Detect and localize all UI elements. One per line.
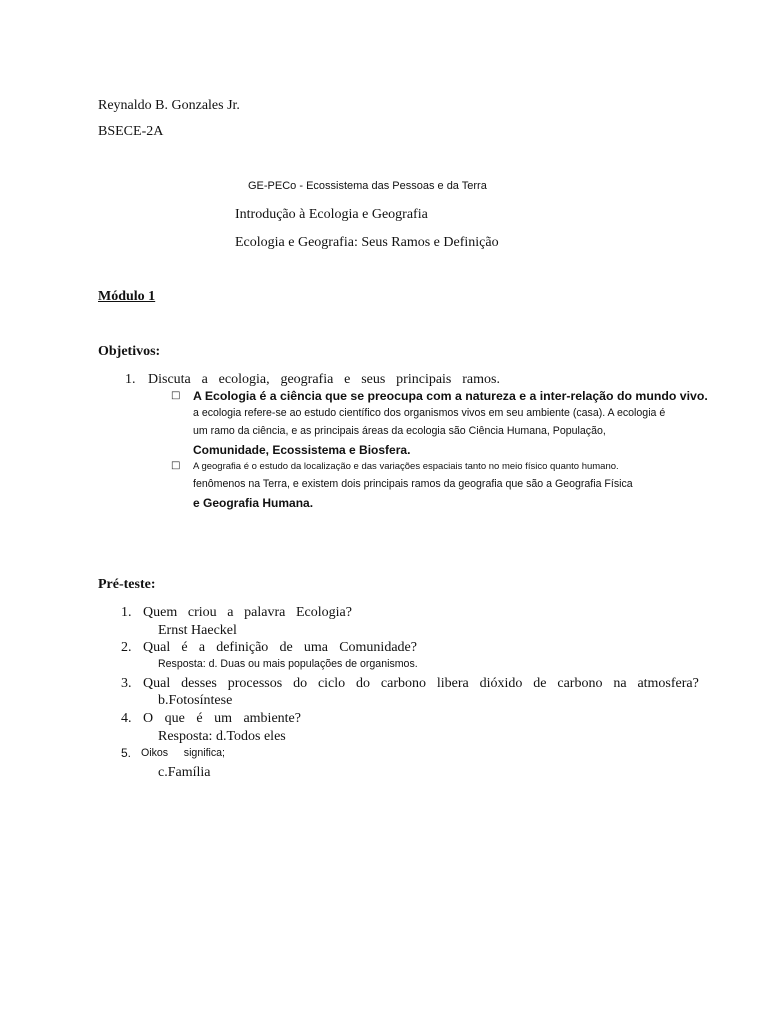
word: criou bbox=[187, 605, 217, 620]
question-text bbox=[141, 747, 225, 759]
word: Ecologia? bbox=[295, 605, 352, 620]
objectives-heading: Objetivos: bbox=[98, 344, 161, 359]
ecology-definition-line: um ramo da ciência, e as principais áreas da ecologia são Ciência Humana, População, bbox=[193, 425, 606, 437]
word: ecologia, bbox=[218, 372, 270, 387]
ecology-definition-line: a ecologia refere-se ao estudo científico dos organismos vivos em seu ambiente (casa). A ecologia é bbox=[193, 407, 666, 419]
geography-definition-line: fenômenos na Terra, e existem dois principais ramos da geografia que são a Geografia Física bbox=[193, 478, 633, 490]
word: que bbox=[164, 711, 185, 726]
question-answer: Ernst Haeckel bbox=[158, 623, 237, 638]
checkbox-bullet-icon: □ bbox=[171, 390, 181, 401]
word: geografia bbox=[280, 372, 334, 387]
objective-number: 1. bbox=[125, 372, 136, 387]
document-subtitle: Introdução à Ecologia e Geografia bbox=[235, 207, 428, 222]
word: principais bbox=[396, 372, 452, 387]
word: carbono bbox=[557, 676, 603, 691]
word: Oikos bbox=[141, 747, 169, 759]
word: Quem bbox=[143, 605, 178, 620]
word: é bbox=[196, 711, 203, 726]
word: Qual bbox=[143, 640, 171, 655]
objective-item bbox=[148, 372, 500, 388]
word: definição bbox=[216, 640, 269, 655]
word: do bbox=[356, 676, 371, 691]
question-number: 3. bbox=[121, 676, 132, 691]
question-number: 2. bbox=[121, 640, 132, 655]
student-name: Reynaldo B. Gonzales Jr. bbox=[98, 98, 240, 113]
course-title: GE-PECo - Ecossistema das Pessoas e da Terra bbox=[248, 180, 487, 192]
word: do bbox=[293, 676, 308, 691]
word: a bbox=[198, 640, 206, 655]
question-answer: c.Família bbox=[158, 765, 211, 780]
checkbox-bullet-icon: □ bbox=[171, 460, 181, 471]
word: ciclo bbox=[317, 676, 346, 691]
word: um bbox=[214, 711, 232, 726]
word: de bbox=[533, 676, 547, 691]
word: atmosfera? bbox=[637, 676, 699, 691]
question-text bbox=[143, 711, 301, 727]
question-text bbox=[143, 605, 352, 621]
word: O bbox=[143, 711, 154, 726]
ecology-definition-bold: Comunidade, Ecossistema e Biosfera. bbox=[193, 443, 411, 457]
question-text bbox=[143, 640, 417, 656]
word: é bbox=[181, 640, 188, 655]
question-number: 5. bbox=[121, 746, 132, 760]
question-text bbox=[143, 676, 699, 692]
word: a bbox=[201, 372, 208, 387]
word: a bbox=[227, 605, 234, 620]
word: processos bbox=[227, 676, 283, 691]
section-code: BSECE-2A bbox=[98, 124, 164, 139]
word: ramos. bbox=[462, 372, 500, 387]
question-answer: Resposta: d. Duas ou mais populações de organismos. bbox=[158, 658, 418, 670]
word: seus bbox=[361, 372, 386, 387]
word: Discuta bbox=[148, 372, 191, 387]
question-number: 1. bbox=[121, 605, 132, 620]
question-number: 4. bbox=[121, 711, 132, 726]
word: Comunidade? bbox=[339, 640, 417, 655]
word: e bbox=[344, 372, 351, 387]
word: dióxido bbox=[479, 676, 523, 691]
word: de bbox=[279, 640, 293, 655]
word: carbono bbox=[380, 676, 426, 691]
word: significa; bbox=[183, 747, 225, 759]
word: Qual bbox=[143, 676, 171, 691]
ecology-definition-bold: A Ecologia é a ciência que se preocupa com a natureza e a inter-relação do mundo vivo. bbox=[193, 389, 708, 403]
word: desses bbox=[181, 676, 217, 691]
question-answer: b.Fotosíntese bbox=[158, 693, 233, 708]
word: ambiente? bbox=[243, 711, 301, 726]
question-answer: Resposta: d.Todos eles bbox=[158, 729, 286, 744]
pretest-heading: Pré-teste: bbox=[98, 577, 156, 592]
geography-definition-line: A geografia é o estudo da localização e das variações espaciais tanto no meio físico quanto humano. bbox=[193, 461, 619, 472]
geography-definition-bold: e Geografia Humana. bbox=[193, 496, 314, 510]
word: palavra bbox=[244, 605, 286, 620]
document-topic: Ecologia e Geografia: Seus Ramos e Definição bbox=[235, 235, 499, 250]
module-label: Módulo 1 bbox=[98, 289, 156, 304]
word: uma bbox=[303, 640, 329, 655]
word: na bbox=[613, 676, 627, 691]
word: libera bbox=[436, 676, 469, 691]
